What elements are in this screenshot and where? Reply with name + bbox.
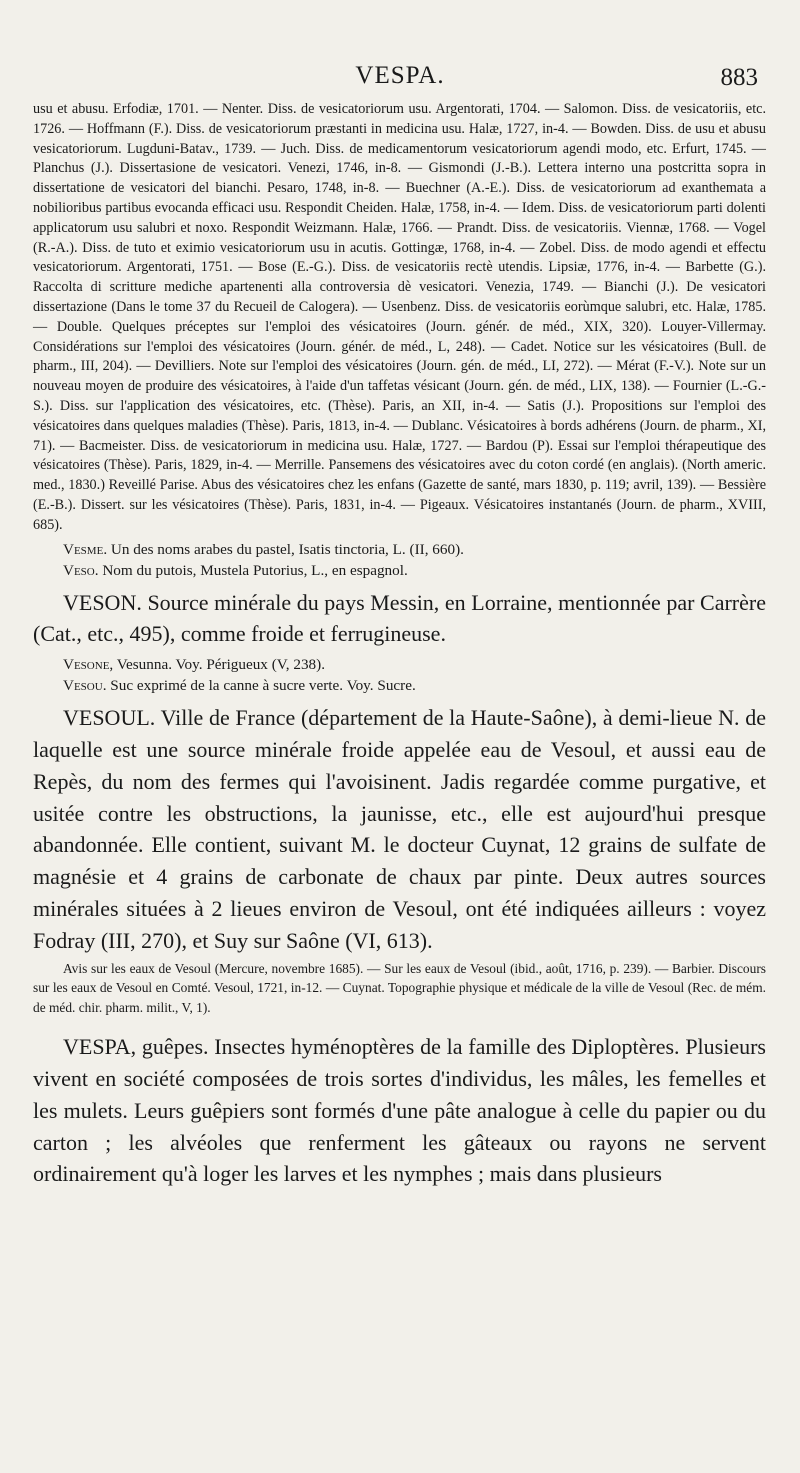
page-body xyxy=(33,100,766,1190)
entry-veso xyxy=(33,560,766,581)
headword: Vesme xyxy=(63,540,104,558)
references-vesoul: Avis sur les eaux de Vesoul (Mercure, novembre 1685). — Sur les eaux de Vesoul (ibid., août, 1716, p. 239). — Barbier. Discours sur les eaux de Vesoul en Comté. Vesoul, 1721, in-12. — Cuynat. Topographie physique et médicale de la ville de Vesoul (Rec. de mém. de méd. chir. pharm. milit., V, 1). xyxy=(33,960,766,1015)
entry-text: . Suc exprimé de la canne à sucre verte. Voy. Sucre. xyxy=(102,677,416,695)
entry-text: , Vesunna. Voy. Périgueux (V, 238). xyxy=(109,656,325,674)
page-number: 883 xyxy=(720,64,758,91)
entry-vesou xyxy=(33,675,766,696)
bibliography-continued: usu et abusu. Erfodiæ, 1701. — Nenter. Diss. de vesicatoriorum usu. Argentorati, 1704. — Salomon. Diss. de vesicatoriis, etc. 1726. — Hoffmann (F.). Diss. de vesicatoriorum præstanti in medicina usu. Halæ, 1727, in-4. — Bowden. Diss. de usu et abusu vesicatoriorum. Lugduni-Batav., 1739. — Juch. Diss. de medicamentorum vesicatoriorum agendi modo, etc. Erfurt, 1745. — Planchus (J.). Dissertasione de vesicatori. Venezi, 1746, in-8. — Gismondi (J.-B.). Lettera interno una postcritta sopra in dissertatione de vesicatori del bianchi. Pesaro, 1748, in-8. — Buechner (A.-E.). Diss. de vesicatoriorum ad exanthemata a nobilioribus partibus evocanda efficaci usu. Respondit Cheiden. Halæ, 1758, in-4. — Idem. Diss. de vesicatoriorum parti dolenti applicatorum usu salubri et noxo. Respondit Weizmann. Halæ, 1766. — Prandt. Diss. de vesicatoriis. Viennæ, 1768. — Vogel (R.-A.). Diss. de tuto et eximio vesicatoriorum usu in acutis. Gottingæ, 1768, in-4. — Zobel. Diss. de modo agendi et effectu vesicatoriorum. Argentorati, 1751. — Bose (E.-G.). Diss. de vesicatoriis rectè utendis. Lipsiæ, 1776, in-4. — Barbette (G.). Raccolta di scritture mediche apartenenti alla controversia dè vesicatori. Venezia, 1749. — Bianchi (J.). De vesicatori dissertazione (Dans le tome 37 du Recueil de Calogera). — Usenbenz. Diss. de vesicatoriis eorùmque salubri, etc. Halæ, 1785. — Double. Quelques préceptes sur l'emploi des vésicatoires (Journ. génér. de méd., XIX, 320). Louyer-Villermay. Considérations sur l'emploi des vésicatoires (Journ. génér. de méd., L, 248). — Cadet. Notice sur les vésicatoires (Bull. de pharm., III, 204). — Devilliers. Note sur l'emploi des vésicatoires (Journ. gén. de méd., LI, 272). — Mérat (F.-V.). Note sur un nouveau moyen de produire des vésicatoires, à l'aide d'un taffetas vésicant (Journ. gén. de méd., LIX, 138). — Fournier (L.-G.-S.). Diss. sur l'application des vésicatoires, etc. (Thèse). Paris, an XII, in-4. — Satis (J.). Propositions sur l'emploi des vésicatoires dans quelques maladies (Thèse). Paris, 1813, in-4. — Dublanc. Vésicatoires à bords adhérens (Journ. de pharm., XI, 71). — Bacmeister. Diss. de vesicatoriorum in medicina usu. Halæ, 1727. — Bardou (P). Essai sur l'emploi thérapeutique des vésicatoires (Thèse). Paris, 1829, in-4. — Merrille. Pansemens des vésicatoires avec du coton cordé (en anglais). (North americ. med., 1830.) Reveillé Parise. Abus des vésicatoires chez les enfans (Gazette de santé, mars 1830, p. 119; avril, 139). — Bessière (E.-B.). Dissert. sur les vésicatoires (Thèse). Paris, 1831, in-4. — Pigeaux. Vésicatoires instantanés (Journ. de pharm., XVIII, 685). xyxy=(33,101,766,533)
entry-text: . Source minérale du pays Messin, en Lorraine, mentionnée par Carrère (Cat., etc., 495), comme froide et ferrugineuse. xyxy=(33,589,766,647)
entry-vesone xyxy=(33,654,766,675)
entry-text: , guêpes. Insectes hyménoptères de la famille des Diploptères. Plusieurs vivent en société composées de trois sortes d'individus, les mâles, les femelles et les mulets. Leurs guêpiers sont formés d'une pâte analogue à celle du papier ou du carton ; les alvéoles que renferment les gâteaux ou rayons ne servent ordinairement qu'à loger les larves et les nymphes ; mais dans plusieurs xyxy=(33,1034,766,1187)
entry-vesoul xyxy=(33,702,766,956)
headword: Veso xyxy=(63,561,95,579)
entry-veson xyxy=(33,587,766,651)
running-head xyxy=(0,58,800,98)
headword: VESOUL xyxy=(63,705,150,731)
entry-text: . Ville de France (département de la Haute-Saône), à demi-lieue N. de laquelle est une source minérale froide appelée eau de Vesoul, et aussi eau de Repès, du nom des fermes qui l'avoisinent. Jadis regardée comme purgative, et usitée contre les obstructions, la jaunisse, etc., elle est aujourd'hui presque abandonnée. Elle contient, suivant M. le docteur Cuynat, 12 grains de sulfate de magnésie et 4 grains de carbonate de chaux par pinte. Deux autres sources minérales situées à 2 lieues environ de Vesoul, ont été indiquées ailleurs : voyez Fodray (III, 270), et Suy sur Saône (VI, 613). xyxy=(33,705,766,953)
entry-vespa xyxy=(33,1031,766,1190)
entry-text: . Nom du putois, Mustela Putorius, L., en espagnol. xyxy=(94,561,408,579)
headword: Vesou xyxy=(63,677,103,695)
headword: VESPA xyxy=(63,1034,131,1060)
headword: Vesone xyxy=(63,656,110,674)
headword: VESON xyxy=(63,589,137,615)
entry-text: . Un des noms arabes du pastel, Isatis tinctoria, L. (II, 660). xyxy=(103,540,464,558)
entry-vesme xyxy=(33,539,766,560)
page-title: VESPA. xyxy=(355,62,445,89)
